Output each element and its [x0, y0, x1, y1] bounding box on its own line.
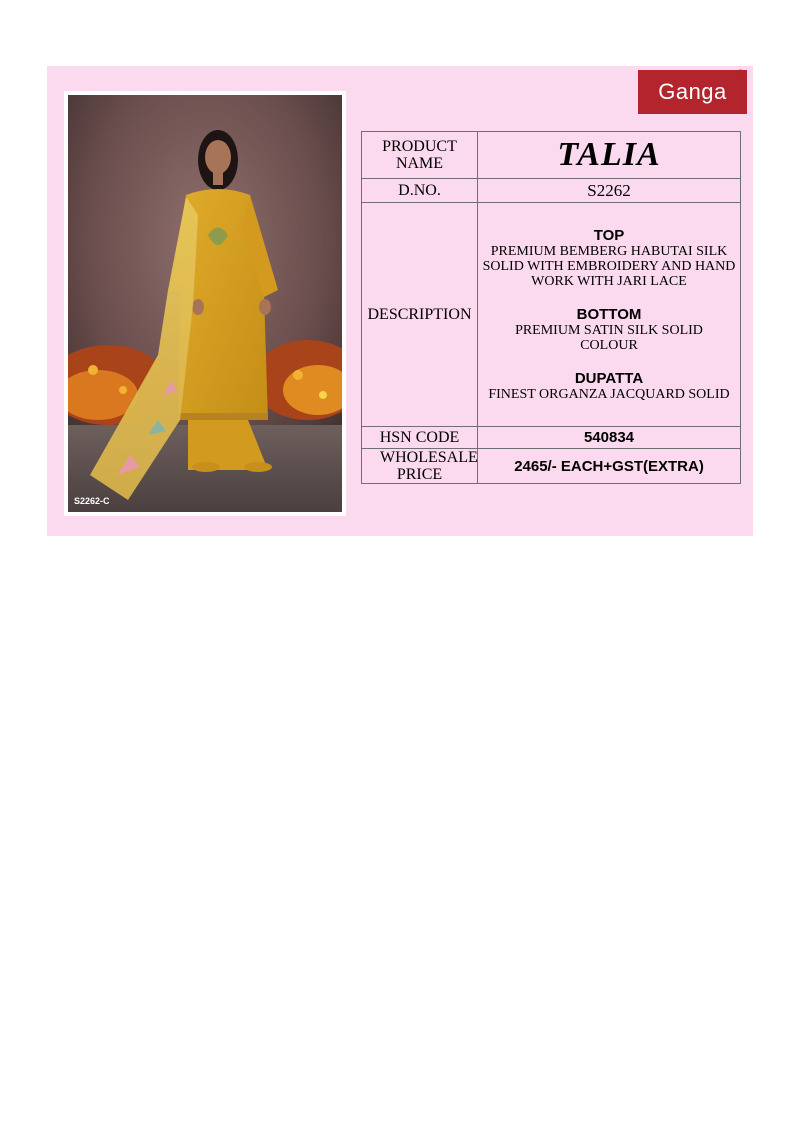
top-text: PREMIUM BEMBERG HABUTAI SILK SOLID WITH EMBROIDERY AND HAND WORK WITH JARI LACE [482, 243, 736, 289]
model-photo-illustration [68, 95, 342, 512]
row-description [362, 203, 741, 427]
description-label: DESCRIPTION [362, 203, 478, 427]
bottom-heading: BOTTOM [576, 305, 642, 323]
photo-code-label: S2262-C [74, 496, 110, 506]
bottom-text: PREMIUM SATIN SILK SOLID COLOUR [515, 322, 703, 353]
dupatta-heading: DUPATTA [574, 369, 644, 387]
price-label: WHOLESALE PRICE [362, 449, 478, 484]
row-product-name [362, 132, 741, 179]
hsn-label: HSN CODE [362, 427, 478, 449]
description-value [478, 203, 741, 427]
top-heading: TOP [593, 226, 625, 244]
product-photo [68, 95, 342, 512]
dno-label: D.NO. [362, 179, 478, 203]
dupatta-text: FINEST ORGANZA JACQUARD SOLID [488, 386, 730, 402]
hsn-value: 540834 [478, 427, 741, 449]
dno-value: S2262 [478, 179, 741, 203]
ganga-logo [638, 70, 747, 114]
product-name-value: TALIA [478, 132, 741, 179]
logo-text: Ganga [658, 79, 727, 104]
row-price [362, 449, 741, 484]
row-hsn [362, 427, 741, 449]
row-dno [362, 179, 741, 203]
product-name-label: PRODUCT NAME [362, 132, 478, 179]
registered-mark-icon: ® [737, 68, 744, 78]
price-value: 2465/- EACH+GST(EXTRA) [478, 449, 741, 484]
product-photo-frame [64, 91, 346, 516]
product-spec-table [361, 131, 741, 484]
